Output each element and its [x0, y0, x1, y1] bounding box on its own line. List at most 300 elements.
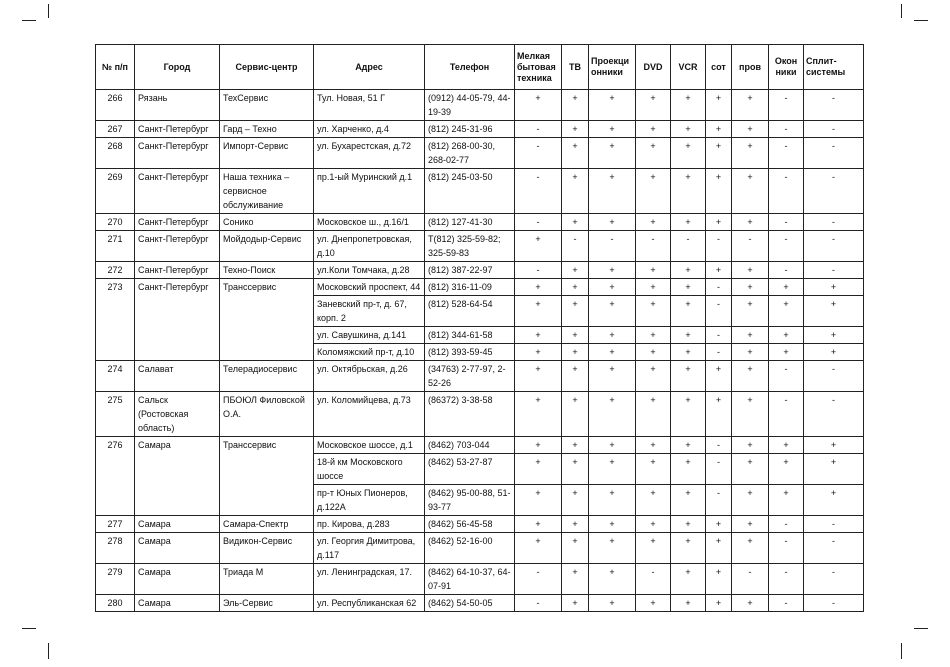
mark-okon: + [769, 296, 804, 327]
mark-tv: + [562, 169, 589, 214]
mark-dvd: + [636, 485, 671, 516]
table-row [96, 361, 864, 392]
mark-proj: - [589, 231, 636, 262]
row-phone: (812) 127-41-30 [425, 214, 515, 231]
row-address: пр. Кирова, д.283 [314, 516, 425, 533]
mark-sot: + [706, 361, 732, 392]
mark-tv: + [562, 361, 589, 392]
mark-split: - [804, 533, 864, 564]
mark-prov: + [732, 485, 769, 516]
mark-prov: + [732, 595, 769, 612]
header-vcr: VCR [671, 45, 706, 90]
mark-split: + [804, 437, 864, 454]
header-sot: сот [706, 45, 732, 90]
mark-small: - [515, 121, 562, 138]
mark-split: - [804, 595, 864, 612]
mark-tv: + [562, 90, 589, 121]
mark-okon: - [769, 121, 804, 138]
header-city: Город [135, 45, 220, 90]
table-row [96, 231, 864, 262]
mark-okon: + [769, 437, 804, 454]
row-phone: (812) 393-59-45 [425, 344, 515, 361]
mark-tv: + [562, 121, 589, 138]
mark-split: + [804, 279, 864, 296]
mark-split: - [804, 121, 864, 138]
header-tv: ТВ [562, 45, 589, 90]
mark-prov: - [732, 231, 769, 262]
header-split: Сплит- системы [804, 45, 864, 90]
mark-vcr: + [671, 437, 706, 454]
mark-tv: + [562, 296, 589, 327]
mark-dvd: - [636, 564, 671, 595]
row-address: Заневский пр-т, д. 67, корп. 2 [314, 296, 425, 327]
mark-split: - [804, 564, 864, 595]
table-row [96, 437, 864, 454]
row-num: 270 [96, 214, 135, 231]
mark-small: - [515, 595, 562, 612]
mark-sot: - [706, 485, 732, 516]
mark-prov: + [732, 296, 769, 327]
row-phone: (8462) 95-00-88, 51-93-77 [425, 485, 515, 516]
row-city: Сальск (Ростовская область) [135, 392, 220, 437]
mark-proj: + [589, 485, 636, 516]
row-address: Московский проспект, 44 [314, 279, 425, 296]
table-row [96, 90, 864, 121]
mark-sot: + [706, 392, 732, 437]
row-center: Телерадиосервис [220, 361, 314, 392]
mark-sot: + [706, 121, 732, 138]
row-address: ул. Харченко, д.4 [314, 121, 425, 138]
mark-sot: + [706, 595, 732, 612]
mark-small: + [515, 327, 562, 344]
row-phone: (8462) 54-50-05 [425, 595, 515, 612]
mark-small: - [515, 214, 562, 231]
row-address: 18-й км Московского шоссе [314, 454, 425, 485]
table-row [96, 214, 864, 231]
row-city: Санкт-Петербург [135, 169, 220, 214]
row-phone: (812) 387-22-97 [425, 262, 515, 279]
row-phone: (812) 528-64-54 [425, 296, 515, 327]
row-center: Мойдодыр-Сервис [220, 231, 314, 262]
row-city: Самара [135, 533, 220, 564]
row-num: 272 [96, 262, 135, 279]
mark-small: + [515, 279, 562, 296]
mark-proj: + [589, 533, 636, 564]
row-address: ул. Днепропетровская, д.10 [314, 231, 425, 262]
mark-dvd: + [636, 327, 671, 344]
table-row [96, 262, 864, 279]
mark-sot: - [706, 327, 732, 344]
row-center: Эль-Сервис [220, 595, 314, 612]
mark-sot: + [706, 90, 732, 121]
mark-prov: + [732, 169, 769, 214]
mark-proj: + [589, 138, 636, 169]
crop-mark [48, 4, 49, 18]
mark-okon: - [769, 90, 804, 121]
mark-dvd: + [636, 361, 671, 392]
mark-okon: - [769, 262, 804, 279]
row-city: Самара [135, 516, 220, 533]
mark-sot: + [706, 564, 732, 595]
mark-vcr: + [671, 516, 706, 533]
row-city: Санкт-Петербург [135, 279, 220, 361]
mark-tv: + [562, 437, 589, 454]
row-center: Сонико [220, 214, 314, 231]
row-address: пр.1-ый Муринский д.1 [314, 169, 425, 214]
mark-dvd: + [636, 392, 671, 437]
mark-prov: + [732, 533, 769, 564]
header-projectors: Проекци онники [589, 45, 636, 90]
table-row [96, 564, 864, 595]
mark-small: + [515, 485, 562, 516]
table-row [96, 392, 864, 437]
mark-okon: - [769, 533, 804, 564]
mark-okon: + [769, 344, 804, 361]
mark-tv: + [562, 533, 589, 564]
mark-small: - [515, 564, 562, 595]
mark-small: + [515, 437, 562, 454]
mark-prov: + [732, 90, 769, 121]
mark-tv: + [562, 262, 589, 279]
mark-tv: - [562, 231, 589, 262]
mark-vcr: + [671, 279, 706, 296]
row-phone: (812) 268-00-30, 268-02-77 [425, 138, 515, 169]
mark-small: + [515, 90, 562, 121]
header-dvd: DVD [636, 45, 671, 90]
mark-split: - [804, 90, 864, 121]
header-center: Сервис-центр [220, 45, 314, 90]
row-city: Санкт-Петербург [135, 231, 220, 262]
row-phone: (34763) 2-77-97, 2-52-26 [425, 361, 515, 392]
row-phone: (812) 245-03-50 [425, 169, 515, 214]
mark-sot: - [706, 454, 732, 485]
mark-dvd: - [636, 231, 671, 262]
row-num: 267 [96, 121, 135, 138]
mark-small: + [515, 296, 562, 327]
mark-dvd: + [636, 516, 671, 533]
row-city: Самара [135, 437, 220, 516]
row-city: Рязань [135, 90, 220, 121]
mark-small: - [515, 138, 562, 169]
mark-proj: + [589, 344, 636, 361]
mark-vcr: + [671, 454, 706, 485]
row-city: Санкт-Петербург [135, 121, 220, 138]
mark-prov: + [732, 516, 769, 533]
mark-proj: + [589, 516, 636, 533]
row-city: Самара [135, 595, 220, 612]
row-address: ул. Ленинградская, 17. [314, 564, 425, 595]
mark-sot: - [706, 344, 732, 361]
mark-sot: + [706, 138, 732, 169]
table-row [96, 121, 864, 138]
row-phone: (812) 316-11-09 [425, 279, 515, 296]
mark-vcr: + [671, 344, 706, 361]
header-num: № п/п [96, 45, 135, 90]
mark-sot: - [706, 231, 732, 262]
mark-small: + [515, 231, 562, 262]
mark-prov: - [732, 564, 769, 595]
mark-okon: - [769, 392, 804, 437]
mark-dvd: + [636, 121, 671, 138]
crop-mark [901, 4, 902, 18]
mark-sot: - [706, 279, 732, 296]
table-header-row [96, 45, 864, 90]
mark-vcr: + [671, 296, 706, 327]
mark-proj: + [589, 392, 636, 437]
mark-vcr: + [671, 90, 706, 121]
row-address: Тул. Новая, 51 Г [314, 90, 425, 121]
mark-proj: + [589, 169, 636, 214]
mark-split: - [804, 392, 864, 437]
row-address: ул. Коломийцева, д.73 [314, 392, 425, 437]
row-num: 277 [96, 516, 135, 533]
mark-split: + [804, 454, 864, 485]
row-phone: (812) 344-61-58 [425, 327, 515, 344]
mark-proj: + [589, 214, 636, 231]
mark-split: + [804, 296, 864, 327]
table-row [96, 138, 864, 169]
mark-prov: + [732, 279, 769, 296]
row-address: ул. Октябрьская, д.26 [314, 361, 425, 392]
mark-okon: - [769, 595, 804, 612]
row-phone: (812) 245-31-96 [425, 121, 515, 138]
mark-small: + [515, 344, 562, 361]
row-city: Санкт-Петербург [135, 262, 220, 279]
row-num: 269 [96, 169, 135, 214]
mark-small: + [515, 516, 562, 533]
mark-tv: + [562, 564, 589, 595]
mark-okon: - [769, 169, 804, 214]
mark-split: - [804, 231, 864, 262]
mark-okon: - [769, 138, 804, 169]
mark-split: - [804, 214, 864, 231]
row-num: 280 [96, 595, 135, 612]
mark-sot: - [706, 437, 732, 454]
mark-vcr: + [671, 533, 706, 564]
mark-prov: + [732, 454, 769, 485]
mark-dvd: + [636, 296, 671, 327]
mark-sot: + [706, 533, 732, 564]
row-address: пр-т Юных Пионеров, д.122А [314, 485, 425, 516]
mark-prov: + [732, 361, 769, 392]
mark-split: + [804, 485, 864, 516]
crop-mark [22, 20, 36, 21]
mark-split: - [804, 361, 864, 392]
crop-mark [48, 643, 49, 659]
mark-okon: + [769, 485, 804, 516]
row-phone: (86372) 3-38-58 [425, 392, 515, 437]
table-row [96, 533, 864, 564]
row-center: Видикон-Сервис [220, 533, 314, 564]
mark-vcr: + [671, 121, 706, 138]
mark-okon: - [769, 361, 804, 392]
mark-proj: + [589, 437, 636, 454]
header-prov: пров [732, 45, 769, 90]
crop-mark [914, 628, 928, 629]
row-num: 279 [96, 564, 135, 595]
mark-sot: + [706, 169, 732, 214]
mark-prov: + [732, 392, 769, 437]
mark-proj: + [589, 454, 636, 485]
row-center: Гард – Техно [220, 121, 314, 138]
mark-vcr: + [671, 214, 706, 231]
header-okon: Окон ники [769, 45, 804, 90]
mark-small: + [515, 454, 562, 485]
row-address: Московское шоссе, д.1 [314, 437, 425, 454]
mark-proj: + [589, 327, 636, 344]
service-centers-table [95, 44, 864, 612]
mark-okon: + [769, 327, 804, 344]
row-num: 273 [96, 279, 135, 361]
mark-dvd: + [636, 90, 671, 121]
mark-small: - [515, 169, 562, 214]
mark-tv: + [562, 595, 589, 612]
row-address: ул. Георгия Димитрова, д.117 [314, 533, 425, 564]
table-body [96, 90, 864, 612]
mark-sot: - [706, 296, 732, 327]
mark-prov: + [732, 437, 769, 454]
row-center: Транссервис [220, 279, 314, 361]
header-small-appliances: Мелкая бытовая техника [515, 45, 562, 90]
crop-mark [901, 643, 902, 659]
mark-split: - [804, 516, 864, 533]
mark-prov: + [732, 214, 769, 231]
row-city: Санкт-Петербург [135, 214, 220, 231]
mark-tv: + [562, 214, 589, 231]
row-num: 274 [96, 361, 135, 392]
mark-tv: + [562, 279, 589, 296]
mark-dvd: + [636, 169, 671, 214]
mark-small: + [515, 533, 562, 564]
crop-mark [22, 628, 36, 629]
row-center: Наша техника – сервисное обслуживание [220, 169, 314, 214]
row-address: Московское ш., д.16/1 [314, 214, 425, 231]
mark-dvd: + [636, 279, 671, 296]
mark-vcr: + [671, 262, 706, 279]
mark-small: - [515, 262, 562, 279]
row-city: Санкт-Петербург [135, 138, 220, 169]
row-phone: (8462) 64-10-37, 64-07-91 [425, 564, 515, 595]
mark-vcr: + [671, 138, 706, 169]
crop-mark [914, 20, 928, 21]
row-center: Техно-Поиск [220, 262, 314, 279]
row-address: Коломяжский пр-т, д.10 [314, 344, 425, 361]
mark-prov: + [732, 262, 769, 279]
header-phone: Телефон [425, 45, 515, 90]
mark-dvd: + [636, 595, 671, 612]
mark-okon: + [769, 279, 804, 296]
mark-prov: + [732, 138, 769, 169]
row-num: 278 [96, 533, 135, 564]
row-num: 276 [96, 437, 135, 516]
mark-sot: + [706, 516, 732, 533]
mark-prov: + [732, 327, 769, 344]
mark-dvd: + [636, 533, 671, 564]
row-city: Самара [135, 564, 220, 595]
mark-vcr: + [671, 361, 706, 392]
mark-split: - [804, 169, 864, 214]
mark-vcr: + [671, 485, 706, 516]
mark-proj: + [589, 296, 636, 327]
mark-okon: - [769, 564, 804, 595]
row-center: Транссервис [220, 437, 314, 516]
mark-split: + [804, 327, 864, 344]
mark-vcr: + [671, 595, 706, 612]
mark-dvd: + [636, 138, 671, 169]
mark-tv: + [562, 344, 589, 361]
row-phone: (8462) 703-044 [425, 437, 515, 454]
mark-tv: + [562, 138, 589, 169]
row-num: 268 [96, 138, 135, 169]
mark-sot: + [706, 214, 732, 231]
row-center: Триада М [220, 564, 314, 595]
mark-small: + [515, 392, 562, 437]
row-center: Импорт-Сервис [220, 138, 314, 169]
mark-okon: - [769, 231, 804, 262]
mark-okon: + [769, 454, 804, 485]
mark-tv: + [562, 327, 589, 344]
mark-proj: + [589, 564, 636, 595]
mark-proj: + [589, 262, 636, 279]
mark-proj: + [589, 595, 636, 612]
row-phone: (8462) 53-27-87 [425, 454, 515, 485]
mark-dvd: + [636, 437, 671, 454]
row-num: 266 [96, 90, 135, 121]
row-address: ул. Республиканская 62 [314, 595, 425, 612]
mark-dvd: + [636, 262, 671, 279]
mark-okon: - [769, 214, 804, 231]
mark-tv: + [562, 516, 589, 533]
mark-dvd: + [636, 454, 671, 485]
row-num: 271 [96, 231, 135, 262]
row-phone: (0912) 44-05-79, 44-19-39 [425, 90, 515, 121]
row-address: ул. Савушкина, д.141 [314, 327, 425, 344]
table-row [96, 516, 864, 533]
row-center: ТехСервис [220, 90, 314, 121]
mark-split: - [804, 262, 864, 279]
mark-vcr: - [671, 231, 706, 262]
mark-proj: + [589, 279, 636, 296]
row-address: ул.Коли Томчака, д.28 [314, 262, 425, 279]
mark-proj: + [589, 121, 636, 138]
mark-tv: + [562, 485, 589, 516]
mark-split: + [804, 344, 864, 361]
table-row [96, 595, 864, 612]
row-address: ул. Бухарестская, д.72 [314, 138, 425, 169]
mark-small: + [515, 361, 562, 392]
row-center: Самара-Спектр [220, 516, 314, 533]
table-row [96, 169, 864, 214]
mark-split: - [804, 138, 864, 169]
row-city: Салават [135, 361, 220, 392]
row-phone: Т(812) 325-59-82; 325-59-83 [425, 231, 515, 262]
mark-dvd: + [636, 344, 671, 361]
row-center: ПБОЮЛ Филовской О.А. [220, 392, 314, 437]
header-address: Адрес [314, 45, 425, 90]
mark-vcr: + [671, 169, 706, 214]
mark-vcr: + [671, 327, 706, 344]
mark-dvd: + [636, 214, 671, 231]
mark-okon: - [769, 516, 804, 533]
mark-proj: + [589, 361, 636, 392]
table-row [96, 279, 864, 296]
mark-sot: + [706, 262, 732, 279]
mark-prov: + [732, 121, 769, 138]
row-phone: (8462) 56-45-58 [425, 516, 515, 533]
mark-vcr: + [671, 564, 706, 595]
row-phone: (8462) 52-16-00 [425, 533, 515, 564]
mark-prov: + [732, 344, 769, 361]
